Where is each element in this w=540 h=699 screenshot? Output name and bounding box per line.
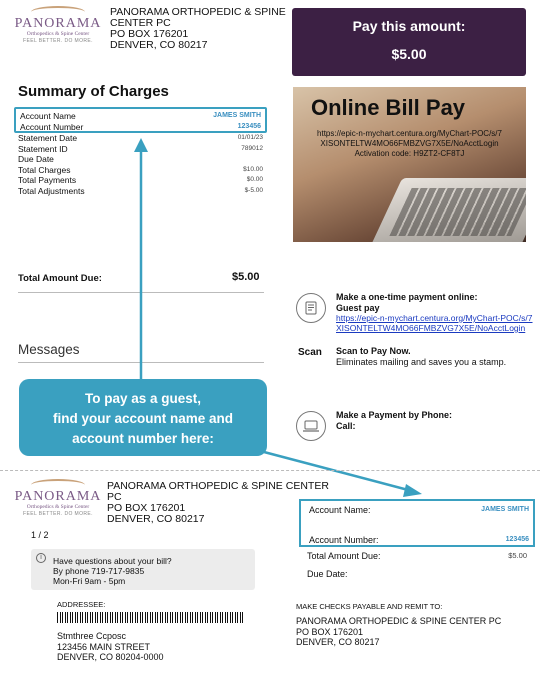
- stub-clinic-address-line1: PO BOX 176201: [107, 502, 186, 514]
- summary-label: Statement Date: [18, 133, 78, 143]
- summary-label: Total Charges: [18, 164, 71, 175]
- summary-label: Total Payments: [18, 175, 77, 185]
- guest-pay-link-line2[interactable]: XISONTELTW4MO66FMBZVG7X5E/NoAcctLogin: [336, 323, 526, 333]
- clinic-address-line2: DENVER, CO 80217: [110, 39, 208, 51]
- logo-tagline: FEEL BETTER. DO MORE.: [23, 511, 93, 517]
- stub-clinic-address: [107, 481, 329, 525]
- online-bill-pay-url-line2: XISONTELTW4MO66FMBZVG7X5E/NoAcctLogin: [320, 139, 499, 148]
- remit-street: PO BOX 176201: [296, 626, 364, 637]
- scan-label: Scan: [298, 347, 322, 358]
- stub-clinic-address-line2: DENVER, CO 80217: [107, 513, 205, 525]
- guest-pay-link-line1[interactable]: https://epic-n-mychart.centura.org/MyChart-POC/s/7: [336, 313, 533, 323]
- activation-code: Activation code: H9ZT2-CF8TJ: [354, 149, 465, 158]
- online-bill-pay-url-line1: https://epic-n-mychart.centura.org/MyChart-POC/s/7: [317, 129, 502, 138]
- logo-brand: PANORAMA: [14, 489, 102, 504]
- stub-account-box: [299, 499, 535, 547]
- summary-label: Account Number: [20, 121, 84, 132]
- summary-value: 01/01/23: [237, 134, 263, 141]
- summary-value: $-5.00: [244, 186, 263, 194]
- arrow-up-head: [134, 138, 148, 152]
- stub-due-date-label: Due Date:: [307, 569, 348, 579]
- logo-brand: PANORAMA: [14, 16, 102, 31]
- info-icon: i: [36, 553, 46, 563]
- summary-label: Statement ID: [18, 143, 68, 154]
- phone-call-label: Call:: [336, 420, 356, 431]
- stub-account-name-label: Account Name:: [309, 505, 371, 515]
- callout-line1: To pay as a guest,: [84, 391, 202, 406]
- logo-subtitle: Orthopedics & Spine Center: [26, 504, 90, 510]
- clinic-name-line2: CENTER PC: [110, 17, 171, 29]
- stub-panorama-logo: [12, 479, 104, 518]
- total-due-label: Total Amount Due:: [18, 273, 102, 284]
- scan-text: Eliminates mailing and saves you a stamp.: [336, 356, 507, 367]
- messages-title: Messages: [18, 342, 80, 357]
- summary-label: Account Name: [20, 111, 76, 121]
- remit-address: [296, 616, 501, 648]
- phone-title: Make a Payment by Phone:: [336, 410, 453, 420]
- stub-clinic-name-line1: PANORAMA ORTHOPEDIC & SPINE CENTER: [107, 480, 329, 492]
- logo-tagline: FEEL BETTER. DO MORE.: [23, 38, 93, 44]
- addressee-street: 123456 MAIN STREET: [57, 641, 151, 652]
- questions-phone: By phone 719-717-9835: [53, 566, 145, 576]
- callout-line2: find your account name and: [52, 411, 234, 426]
- stub-total-due-value: $5.00: [508, 551, 527, 560]
- questions-info-box: [31, 549, 255, 590]
- arrow-right-head: [403, 484, 422, 497]
- summary-value: 789012: [241, 144, 263, 152]
- stub-account-name-value: JAMES SMITH: [481, 506, 529, 513]
- scan-title: Scan to Pay Now.: [336, 346, 411, 356]
- online-payment-title: Make a one-time payment online:: [336, 292, 478, 302]
- tear-line: [0, 470, 540, 471]
- logo-subtitle: Orthopedics & Spine Center: [26, 31, 90, 37]
- summary-value: $10.00: [243, 165, 263, 173]
- guest-pay-label: Guest pay: [336, 302, 380, 313]
- summary-value: 123456: [237, 122, 261, 130]
- summary-title: Summary of Charges: [18, 83, 169, 100]
- remit-city: DENVER, CO 80217: [296, 637, 380, 647]
- remit-label: MAKE CHECKS PAYABLE AND REMIT TO:: [296, 602, 443, 611]
- addressee-city: DENVER, CO 80204-0000: [57, 652, 164, 662]
- summary-value: JAMES SMITH: [213, 112, 261, 119]
- pay-amount-value: $5.00: [391, 46, 427, 62]
- summary-label: Total Adjustments: [18, 185, 85, 196]
- callout-line3: account number here:: [72, 431, 214, 446]
- addressee-name: Stmthree Ccposc: [57, 631, 127, 641]
- clinic-address-line1: PO BOX 176201: [110, 28, 189, 40]
- summary-value: $0.00: [246, 176, 263, 183]
- barcode-tall: [57, 612, 243, 623]
- stub-total-due-label: Total Amount Due:: [307, 551, 381, 561]
- questions-line1: Have questions about your bill?: [53, 556, 172, 566]
- stub-account-number-row: [309, 535, 529, 546]
- addressee-address: [57, 631, 164, 663]
- clinic-name-line1: PANORAMA ORTHOPEDIC & SPINE: [110, 6, 286, 18]
- stub-account-number-value: 123456: [505, 536, 529, 543]
- addressee-label: ADDRESSEE:: [57, 600, 106, 609]
- stub-account-number-label: Account Number:: [309, 535, 379, 545]
- stub-total-due-row: [307, 551, 527, 562]
- postal-barcode: [57, 612, 243, 623]
- questions-hours: Mon-Fri 9am - 5pm: [53, 576, 126, 586]
- remit-name: PANORAMA ORTHOPEDIC & SPINE CENTER PC: [296, 616, 502, 626]
- summary-label: Due Date: [18, 154, 54, 164]
- page-indicator: 1 / 2: [31, 530, 49, 540]
- total-due-value: $5.00: [232, 271, 260, 283]
- stub-clinic-name-line2: PC: [107, 491, 122, 503]
- questions-text: [53, 556, 172, 586]
- online-bill-pay-title: Online Bill Pay: [311, 95, 466, 120]
- pay-amount-title: Pay this amount:: [352, 18, 466, 34]
- guest-pay-callout: [19, 379, 267, 456]
- stub-account-name-row: [309, 505, 529, 516]
